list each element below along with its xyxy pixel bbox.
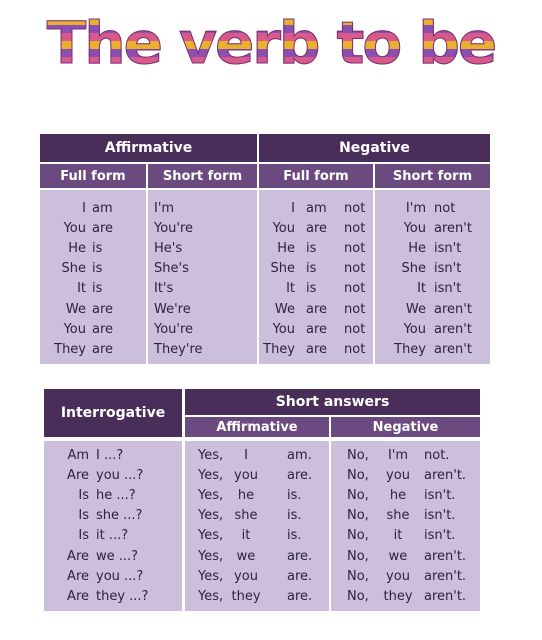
cell-a-pron: we (236, 548, 256, 564)
table-row (0, 201, 542, 221)
short-answers-header: Short answers (185, 389, 480, 415)
cell-n-no: No, (347, 508, 369, 524)
cell-aff-verb: are (92, 221, 114, 237)
cell-neg-verb: are (306, 221, 328, 237)
cell-neg-not: not (344, 341, 366, 357)
cell-a-pron: you (234, 468, 258, 484)
cell-a-pron: it (241, 528, 251, 544)
cell-aff-verb: are (92, 341, 114, 357)
cell-a-yes: Yes, (198, 488, 224, 504)
cell-neg-short-pron: You (403, 321, 426, 337)
cell-aff-pron: You (63, 221, 86, 237)
cell-neg-not: not (344, 201, 366, 216)
cell-n-verb: isn't. (424, 488, 456, 504)
cell-neg-pron: You (272, 321, 295, 337)
neg-full-form-header: Full form (259, 164, 373, 188)
cell-aff-pron: He (68, 241, 86, 257)
table-row (0, 468, 542, 488)
cell-neg-short-pron: She (401, 261, 426, 277)
cell-n-verb: not. (424, 448, 450, 463)
table-row (0, 448, 542, 468)
aff-full-form-header: Full form (40, 164, 146, 188)
table-row (0, 241, 542, 261)
cell-a-yes: Yes, (198, 548, 224, 564)
cell-n-no: No, (347, 548, 369, 564)
cell-neg-not: not (344, 321, 366, 337)
cell-neg-pron: They (263, 341, 295, 357)
cell-a-yes: Yes, (198, 468, 224, 484)
cell-neg-short: aren't (434, 341, 472, 357)
cell-neg-short-pron: He (408, 241, 426, 257)
table-row (0, 589, 542, 609)
cell-n-pron: you (386, 568, 410, 584)
cell-neg-short: aren't (434, 221, 472, 237)
table-row (0, 302, 542, 322)
cell-q-rest: we ...? (96, 548, 139, 564)
cell-q-verb: Is (78, 528, 89, 544)
cell-aff-short: They're (154, 341, 203, 357)
cell-neg-short: not (434, 201, 456, 216)
cell-n-no: No, (347, 448, 369, 463)
cell-q-rest: I ...? (96, 448, 124, 463)
cell-n-no: No, (347, 568, 369, 584)
cell-neg-pron: She (270, 261, 295, 277)
cell-aff-verb: are (92, 301, 114, 317)
cell-neg-verb: is (306, 281, 317, 297)
cell-n-verb: aren't. (424, 588, 467, 604)
cell-neg-not: not (344, 221, 366, 237)
cell-n-pron: I'm (387, 448, 409, 463)
cell-n-no: No, (347, 588, 369, 604)
cell-neg-pron: It (286, 281, 295, 297)
cell-aff-short: It's (154, 281, 174, 297)
cell-neg-pron: I (291, 201, 295, 216)
table-row (0, 508, 542, 528)
cell-neg-verb: is (306, 241, 317, 257)
cell-a-verb: is. (287, 488, 302, 504)
cell-q-rest: they ...? (96, 588, 149, 604)
cell-aff-pron: We (65, 301, 86, 317)
cell-q-rest: it ...? (96, 528, 129, 544)
table-row (0, 488, 542, 508)
cell-n-pron: it (393, 528, 403, 544)
cell-neg-not: not (344, 241, 366, 257)
cell-aff-pron: I (82, 201, 86, 216)
table-row (0, 261, 542, 281)
table-row (0, 221, 542, 241)
cell-n-verb: aren't. (424, 468, 467, 484)
cell-a-verb: are. (287, 568, 313, 584)
cell-aff-verb: are (92, 321, 114, 337)
aff-short-form-header: Short form (148, 164, 257, 188)
cell-n-pron: we (388, 548, 408, 564)
cell-q-verb: Are (67, 468, 89, 484)
cell-neg-pron: You (272, 221, 295, 237)
cell-a-yes: Yes, (198, 588, 224, 604)
affirmative-header: Affirmative (40, 134, 257, 162)
cell-aff-pron: It (77, 281, 86, 297)
cell-neg-verb: am (306, 201, 327, 216)
cell-q-verb: Are (67, 588, 89, 604)
cell-aff-short: We're (154, 301, 191, 317)
cell-q-verb: Are (67, 548, 89, 564)
cell-aff-pron: They (54, 341, 86, 357)
cell-neg-short: isn't (434, 261, 462, 277)
cell-q-verb: Am (67, 448, 89, 463)
cell-a-yes: Yes, (198, 528, 224, 544)
cell-aff-verb: is (92, 241, 103, 257)
cell-n-verb: aren't. (424, 568, 467, 584)
cell-aff-short: You're (154, 221, 194, 237)
table-row (0, 281, 542, 301)
cell-neg-verb: is (306, 261, 317, 277)
cell-aff-short: You're (154, 321, 194, 337)
cell-neg-pron: We (274, 301, 295, 317)
cell-a-yes: Yes, (198, 508, 224, 524)
cell-neg-short-pron: It (417, 281, 426, 297)
neg-short-form-header: Short form (375, 164, 490, 188)
cell-a-pron: they (231, 588, 261, 604)
short-answers-affirmative-header: Affirmative (185, 417, 329, 437)
cell-neg-not: not (344, 261, 366, 277)
cell-neg-short-pron: We (405, 301, 426, 317)
table-row (0, 569, 542, 589)
cell-a-pron: she (234, 508, 258, 524)
cell-n-no: No, (347, 488, 369, 504)
table-row (0, 322, 542, 342)
table-row (0, 549, 542, 569)
cell-n-no: No, (347, 468, 369, 484)
cell-aff-verb: is (92, 281, 103, 297)
cell-q-rest: you ...? (96, 468, 144, 484)
cell-neg-short-pron: You (403, 221, 426, 237)
cell-aff-pron: You (63, 321, 86, 337)
cell-n-pron: she (386, 508, 410, 524)
cell-n-pron: he (389, 488, 407, 504)
table-row (0, 528, 542, 548)
table-row (0, 342, 542, 362)
cell-q-verb: Are (67, 568, 89, 584)
cell-a-verb: is. (287, 528, 302, 544)
cell-q-verb: Is (78, 508, 89, 524)
page-title: The verb to be (46, 9, 496, 77)
cell-n-verb: aren't. (424, 548, 467, 564)
cell-neg-not: not (344, 281, 366, 297)
cell-a-yes: Yes, (198, 568, 224, 584)
cell-aff-verb: is (92, 261, 103, 277)
cell-neg-short-pron: I'm (405, 201, 426, 216)
cell-a-pron: he (237, 488, 255, 504)
cell-q-rest: he ...? (96, 488, 136, 504)
cell-q-verb: Is (78, 488, 89, 504)
cell-neg-short: isn't (434, 241, 462, 257)
interrogative-header: Interrogative (44, 389, 182, 437)
cell-aff-verb: am (92, 201, 113, 216)
cell-a-yes: Yes, (198, 448, 224, 463)
cell-a-verb: are. (287, 588, 313, 604)
cell-n-pron: they (383, 588, 413, 604)
cell-aff-short: He's (154, 241, 183, 257)
cell-aff-short: I'm (154, 201, 175, 216)
cell-a-verb: am. (287, 448, 312, 463)
cell-n-pron: you (386, 468, 410, 484)
cell-neg-verb: are (306, 341, 328, 357)
cell-neg-short-pron: They (394, 341, 426, 357)
cell-q-rest: you ...? (96, 568, 144, 584)
cell-a-verb: is. (287, 508, 302, 524)
cell-neg-verb: are (306, 301, 328, 317)
cell-neg-short: aren't (434, 321, 472, 337)
cell-neg-short: aren't (434, 301, 472, 317)
cell-neg-verb: are (306, 321, 328, 337)
cell-neg-short: isn't (434, 281, 462, 297)
cell-n-verb: isn't. (424, 528, 456, 544)
negative-header: Negative (259, 134, 490, 162)
cell-q-rest: she ...? (96, 508, 143, 524)
cell-neg-pron: He (277, 241, 295, 257)
cell-n-verb: isn't. (424, 508, 456, 524)
cell-neg-not: not (344, 301, 366, 317)
cell-aff-short: She's (154, 261, 189, 277)
cell-n-no: No, (347, 528, 369, 544)
cell-a-pron: I (244, 448, 248, 463)
short-answers-negative-header: Negative (331, 417, 480, 437)
cell-aff-pron: She (61, 261, 86, 277)
cell-a-verb: are. (287, 548, 313, 564)
cell-a-pron: you (234, 568, 258, 584)
cell-a-verb: are. (287, 468, 313, 484)
